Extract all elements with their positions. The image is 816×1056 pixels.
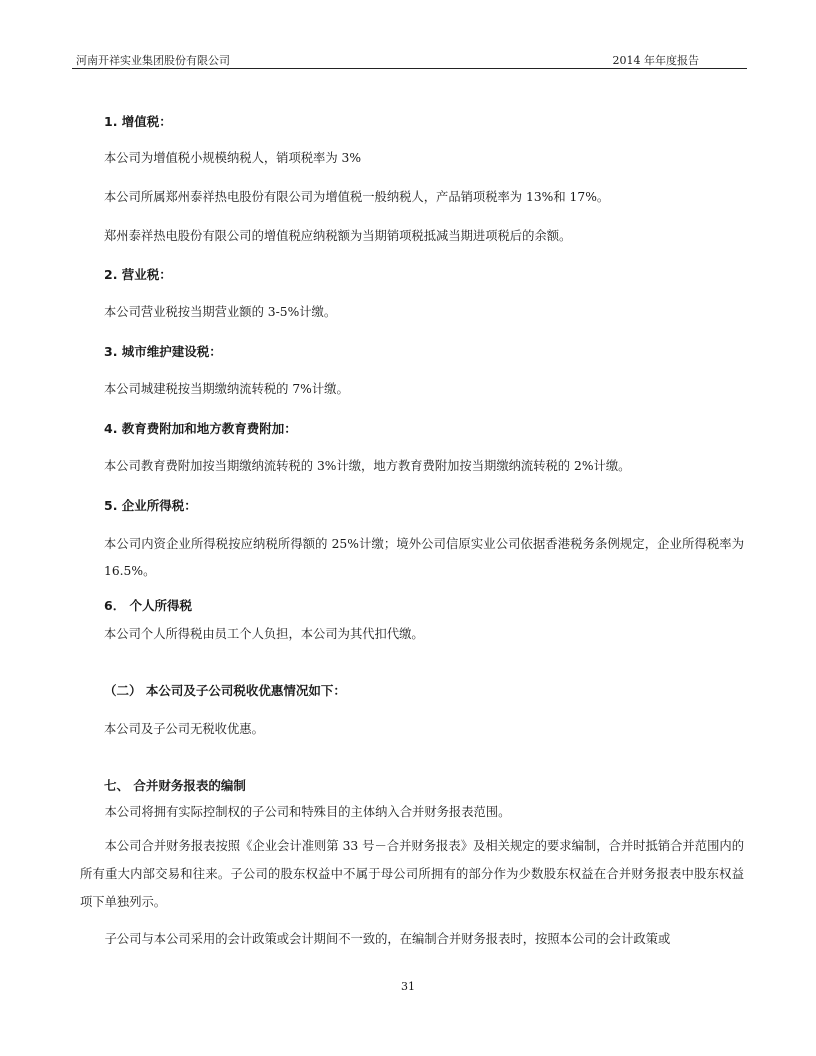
heading-education-surcharge: 4. 教育费附加和地方教育费附加： [104,421,297,436]
header-company: 河南开祥实业集团股份有限公司 [76,54,230,67]
heading-tax-preferences: （二） 本公司及子公司税收优惠情况如下： [104,683,346,698]
consolidation-paragraph-1: 本公司将拥有实际控制权的子公司和特殊目的主体纳入合并财务报表范围。 [104,805,511,819]
page-number: 31 [401,980,415,993]
vat-line-3: 郑州泰祥热电股份有限公司的增值税应纳税额为当期销项税抵减当期进项税后的余额。 [104,229,572,243]
education-surcharge-line: 本公司教育费附加按当期缴纳流转税的 3%计缴，地方教育费附加按当期缴纳流转税的 2%计缴。 [104,459,631,473]
header-report-title: 2014 年年度报告 [612,54,699,67]
heading-consolidation: 七、 合并财务报表的编制 [104,778,246,793]
vat-line-1: 本公司为增值税小规模纳税人，销项税率为 3% [104,151,362,165]
heading-urban-construction-tax: 3. 城市维护建设税： [104,344,222,359]
urban-tax-line: 本公司城建税按当期缴纳流转税的 7%计缴。 [104,382,349,396]
page-header [72,52,747,69]
heading-business-tax: 2. 营业税： [104,267,172,282]
heading-personal-income-tax: 6． 个人所得税 [104,598,193,613]
personal-tax-line: 本公司个人所得税由员工个人负担，本公司为其代扣代缴。 [104,627,424,641]
consolidation-paragraph-2: 本公司合并财务报表按照《企业会计准则第 33 号－合并财务报表》及相关规定的要求编制，合并时抵销合并范围内的所有重大内部交易和往来。子公司的股东权益中不属于母公司所拥有的部分作为少数股东权益在合并财务报表中股东权益项下单独列示。 [80,839,744,909]
income-tax-paragraph: 本公司内资企业所得税按应纳税所得额的 25%计缴；境外公司信原实业公司依据香港税务条例规定，企业所得税率为 16.5%。 [104,537,744,578]
heading-income-tax: 5. 企业所得税： [104,498,197,513]
consolidation-paragraph-3: 子公司与本公司采用的会计政策或会计期间不一致的，在编制合并财务报表时，按照本公司的会计政策或 [104,932,671,946]
vat-line-2: 本公司所属郑州泰祥热电股份有限公司为增值税一般纳税人，产品销项税率为 13%和 17%。 [104,190,610,204]
tax-preferences-line: 本公司及子公司无税收优惠。 [104,722,264,736]
business-tax-line: 本公司营业税按当期营业额的 3-5%计缴。 [104,305,337,319]
heading-vat: 1. 增值税： [104,114,172,129]
